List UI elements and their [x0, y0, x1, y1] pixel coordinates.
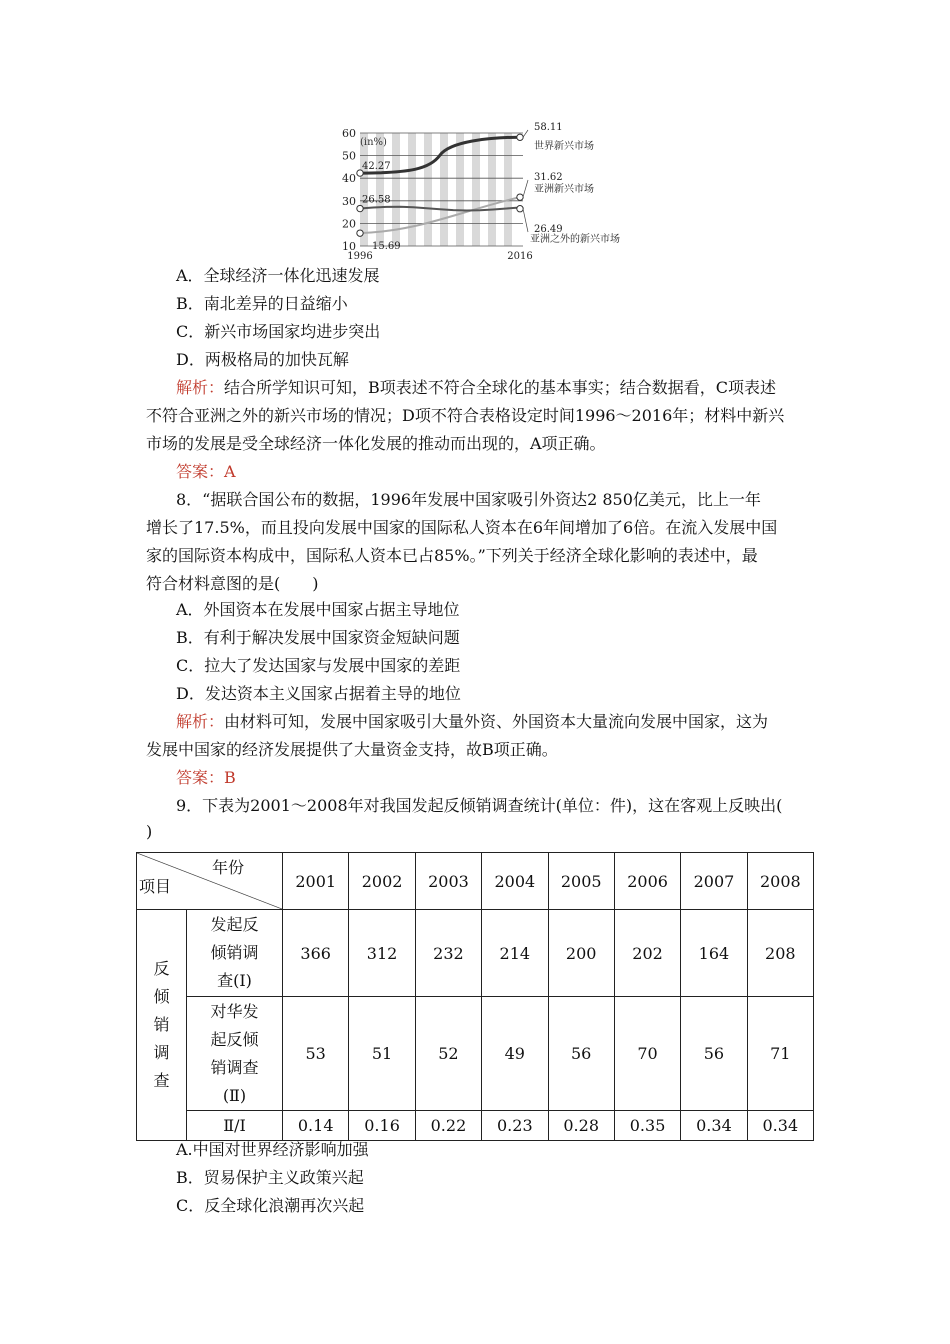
chart-stripe — [472, 133, 480, 246]
series-end-label: 58.11 — [534, 122, 563, 133]
chart-stripe — [424, 133, 432, 246]
label-leader-line — [523, 180, 528, 197]
y-tick-label: 50 — [342, 149, 356, 163]
q8-stem-line-1: 8．“据联合国公布的数据，1996年发展中国家吸引外资达2 850亿美元，比上一年 — [176, 490, 761, 509]
q7-option-b: B．南北差异的日益缩小 — [176, 294, 348, 313]
q7-analysis-label: 解析： — [176, 378, 225, 397]
table-row — [137, 997, 814, 1111]
q9-option-b: B．贸易保护主义政策兴起 — [176, 1168, 364, 1187]
data-cell: 51 — [349, 997, 415, 1111]
data-cell: 49 — [482, 997, 548, 1111]
x-tick-label: 1996 — [347, 251, 373, 262]
q8-option-a: A．外国资本在发展中国家占据主导地位 — [176, 600, 460, 619]
label-leader-line — [523, 209, 528, 232]
q7-option-c: C．新兴市场国家均进步突出 — [176, 322, 381, 341]
year-cell: 2007 — [681, 853, 747, 910]
row-label-cell: 对华发 起反倾 销调查 (Ⅱ) — [187, 997, 283, 1111]
series-start-label: 15.69 — [372, 241, 401, 253]
series-end-label: 31.62 — [534, 172, 563, 183]
q8-analysis-line-2: 发展中国家的经济发展提供了大量资金支持，故B项正确。 — [146, 740, 558, 759]
q9-stem-line-2: ) — [146, 822, 153, 841]
year-cell: 2008 — [747, 853, 813, 910]
data-cell: 70 — [614, 997, 680, 1111]
q9-option-a: A.中国对世界经济影响加强 — [176, 1140, 369, 1159]
series-end-point — [517, 134, 523, 140]
chart-stripe — [376, 133, 384, 246]
series-start-point — [357, 230, 363, 236]
data-cell: 0.34 — [747, 1111, 813, 1141]
y-tick-label: 30 — [342, 194, 356, 208]
chart-stripes — [360, 133, 512, 246]
data-cell: 0.28 — [548, 1111, 614, 1141]
year-cell: 2006 — [614, 853, 680, 910]
q8-answer: 答案：B — [176, 768, 236, 787]
data-cell: 0.34 — [681, 1111, 747, 1141]
series-end-point — [517, 206, 523, 212]
data-cell: 0.14 — [283, 1111, 349, 1141]
y-tick-label: 20 — [342, 217, 356, 231]
series-start-point — [357, 205, 363, 211]
table-corner-cell — [137, 853, 283, 910]
year-cell: 2005 — [548, 853, 614, 910]
y-tick-label: 10 — [342, 240, 356, 253]
corner-item-label: 项目 — [139, 877, 172, 896]
anti-dumping-table — [136, 852, 814, 1141]
series-end-label: 26.49 — [534, 224, 563, 235]
q9-stem-line-1: 9．下表为2001～2008年对我国发起反倾销调查统计(单位：件)，这在客观上反映出( — [176, 796, 783, 815]
q8-stem-line-4: 符合材料意图的是( ) — [146, 574, 319, 593]
q7-option-a: A．全球经济一体化迅速发展 — [176, 266, 380, 285]
q8-option-c: C．拉大了发达国家与发展中国家的差距 — [176, 656, 461, 675]
table-header-row — [137, 853, 814, 910]
q7-option-d: D．两极格局的加快瓦解 — [176, 350, 349, 369]
chart-stripe — [488, 133, 496, 246]
data-cell: 214 — [482, 910, 548, 997]
chart-stripe — [456, 133, 464, 246]
x-tick-label: 2016 — [507, 251, 533, 262]
q7-analysis-line-2: 不符合亚洲之外的新兴市场的情况；D项不符合表格设定时间1996～2016年；材料中新兴 — [146, 406, 785, 425]
data-cell: 208 — [747, 910, 813, 997]
chart-stripe — [360, 133, 368, 246]
data-cell: 202 — [614, 910, 680, 997]
year-cell: 2002 — [349, 853, 415, 910]
data-cell: 366 — [283, 910, 349, 997]
data-cell: 56 — [681, 997, 747, 1111]
q8-analysis-label: 解析： — [176, 712, 225, 731]
row-label-cell: Ⅱ/Ⅰ — [187, 1111, 283, 1141]
chart-unit-label: (in%) — [360, 137, 387, 148]
emerging-markets-line-chart — [330, 118, 660, 268]
data-cell: 56 — [548, 997, 614, 1111]
year-cell: 2001 — [283, 853, 349, 910]
label-leader-line — [523, 130, 528, 137]
q8-stem-line-3: 家的国际资本构成中，国际私人资本已占85%。”下列关于经济全球化影响的表述中，最 — [146, 546, 758, 565]
chart-stripe — [408, 133, 416, 246]
data-cell: 0.23 — [482, 1111, 548, 1141]
data-cell: 53 — [283, 997, 349, 1111]
year-cell: 2004 — [482, 853, 548, 910]
series-name-label: 亚洲之外的新兴市场 — [530, 234, 620, 245]
data-cell: 232 — [415, 910, 481, 997]
q8-option-d: D．发达资本主义国家占据着主导的地位 — [176, 684, 461, 703]
year-cell: 2003 — [415, 853, 481, 910]
corner-year-label: 年份 — [211, 858, 244, 877]
series-start-label: 26.58 — [362, 194, 391, 206]
data-cell: 0.22 — [415, 1111, 481, 1141]
data-cell: 0.35 — [614, 1111, 680, 1141]
table-row — [137, 1111, 814, 1141]
table-row — [137, 910, 814, 997]
row-label-cell: 发起反 倾销调 查(Ⅰ) — [187, 910, 283, 997]
q8-option-b: B．有利于解决发展中国家资金短缺问题 — [176, 628, 460, 647]
y-tick-label: 40 — [342, 172, 356, 186]
q7-analysis-line-3: 市场的发展是受全球经济一体化发展的推动而出现的，A项正确。 — [146, 434, 606, 453]
data-cell: 312 — [349, 910, 415, 997]
q8-stem-line-2: 增长了17.5%，而且投向发展中国家的国际私人资本在6年间增加了6倍。在流入发展中国 — [146, 518, 778, 537]
chart-y-tick-labels — [342, 127, 356, 253]
data-cell: 0.16 — [349, 1111, 415, 1141]
chart-x-tick-labels — [347, 251, 532, 262]
y-tick-label: 60 — [342, 127, 356, 140]
series-name-label: 世界新兴市场 — [534, 141, 594, 152]
q7-analysis-line-1: 解析：结合所学知识可知，B项表述不符合全球化的基本事实；结合数据看，C项表述 — [176, 378, 777, 397]
chart-stripe — [504, 133, 512, 246]
group-label-cell: 反 倾 销 调 查 — [137, 910, 187, 1141]
data-cell: 200 — [548, 910, 614, 997]
q8-analysis-line-1: 解析：由材料可知，发展中国家吸引大量外资、外国资本大量流向发展中国家，这为 — [176, 712, 769, 731]
data-cell: 71 — [747, 997, 813, 1111]
data-cell: 52 — [415, 997, 481, 1111]
series-end-point — [517, 194, 523, 200]
q9-option-c: C．反全球化浪潮再次兴起 — [176, 1196, 365, 1215]
series-start-label: 42.27 — [362, 161, 391, 173]
q7-answer: 答案：A — [176, 462, 236, 481]
data-cell: 164 — [681, 910, 747, 997]
series-name-label: 亚洲新兴市场 — [534, 184, 594, 195]
